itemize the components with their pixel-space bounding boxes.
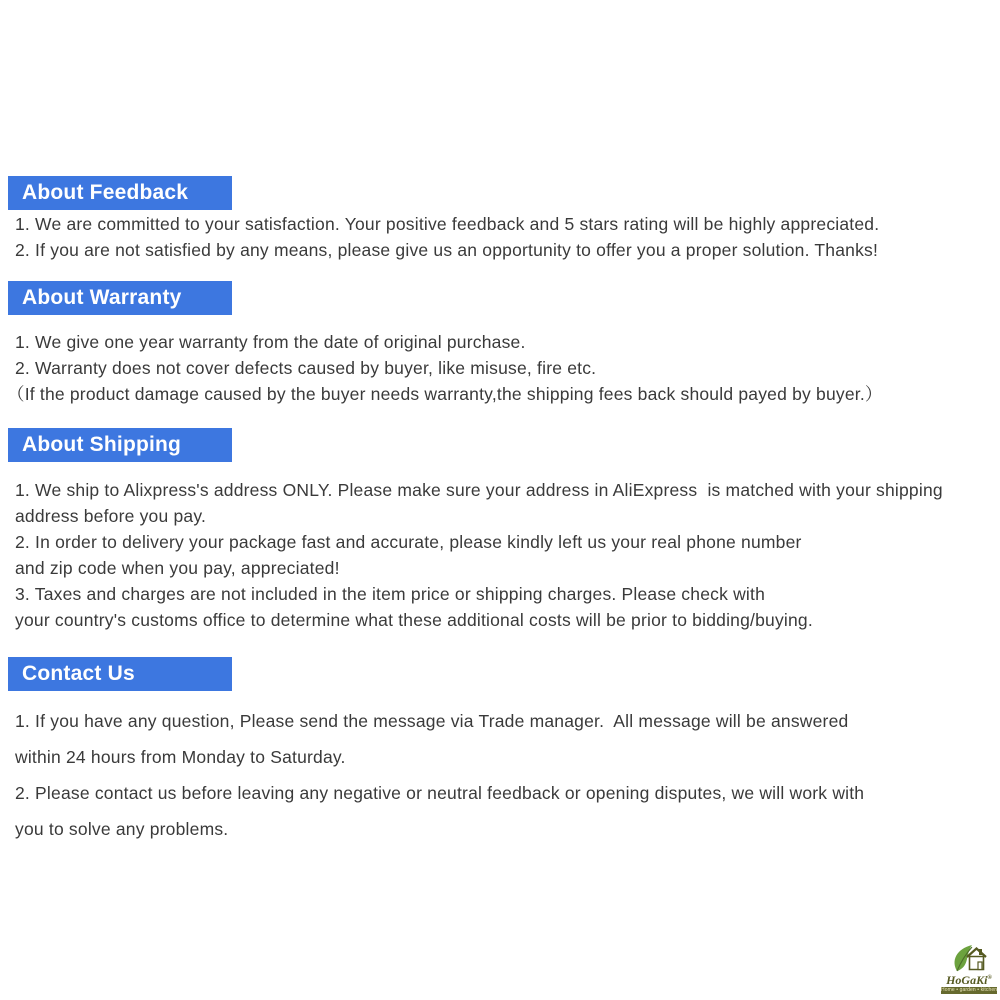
shipping-line: address before you pay. (15, 506, 207, 526)
contact-line: within 24 hours from Monday to Saturday. (15, 747, 346, 767)
contact-line: 2. Please contact us before leaving any negative or neutral feedback or opening disputes, we will work with (15, 783, 865, 803)
brand-tagline: Home • garden • kitchen (941, 987, 997, 993)
shipping-line: your country's customs office to determine what these additional costs will be prior to bidding/buying. (15, 610, 813, 630)
shipping-line: 1. We ship to Alixpress's address ONLY. Please make sure your address in AliExpress is matched with your shipping (15, 480, 943, 500)
shipping-line: 3. Taxes and charges are not included in the item price or shipping charges. Please check with (15, 584, 766, 604)
section-body-about-shipping (15, 477, 1000, 633)
brand-name (941, 972, 997, 986)
warranty-line: 2. Warranty does not cover defects caused by buyer, like misuse, fire etc. (15, 358, 597, 378)
contact-line: you to solve any problems. (15, 819, 229, 839)
shipping-line: 2. In order to delivery your package fast and accurate, please kindly left us your real phone number (15, 532, 802, 552)
section-header-about-warranty: About Warranty (8, 281, 232, 315)
brand-logo (941, 944, 997, 994)
section-header-about-feedback: About Feedback (8, 176, 232, 210)
contact-line: 1. If you have any question, Please send the message via Trade manager. All message will be answered (15, 711, 849, 731)
section-header-contact-us: Contact Us (8, 657, 232, 691)
warranty-line: （If the product damage caused by the buyer needs warranty,the shipping fees back should payed by buyer.） (7, 384, 883, 404)
section-body-about-feedback (15, 211, 1000, 263)
feedback-line: 1. We are committed to your satisfaction. Your positive feedback and 5 stars rating will be highly appreciated. (15, 214, 880, 234)
feedback-line: 2. If you are not satisfied by any means, please give us an opportunity to offer you a proper solution. Thanks! (15, 240, 879, 260)
registered-mark: ® (987, 975, 992, 981)
leaf-house-icon (950, 944, 988, 972)
section-body-contact-us (15, 703, 1000, 847)
section-header-about-shipping: About Shipping (8, 428, 232, 462)
warranty-line: 1. We give one year warranty from the date of original purchase. (15, 332, 526, 352)
brand-name-text: HoGaKi (946, 973, 988, 987)
shipping-line: and zip code when you pay, appreciated! (15, 558, 340, 578)
section-body-about-warranty (7, 329, 1000, 407)
